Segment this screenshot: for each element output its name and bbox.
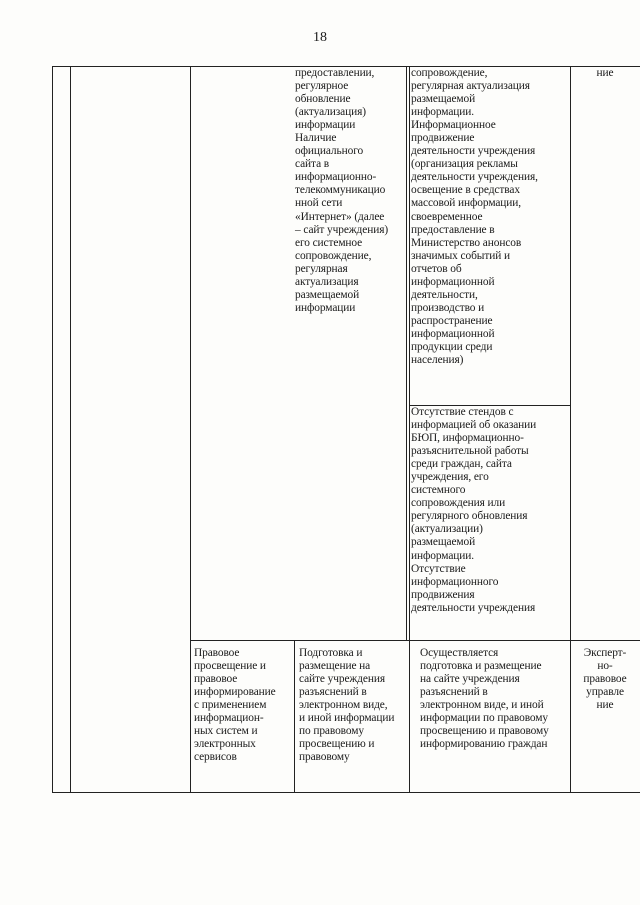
criteria-cell-top: предоставлении, регулярное обновление (актуализация) информации Наличие официального сайта в информационно- телекоммуникацио нной сети «Интернет» (далее – сайт учреждения) его системное сопровождение, регулярная актуализация размещаемой информации [295, 67, 389, 314]
column-divider-4b [409, 66, 410, 793]
criteria-cell-bottom: Подготовка и размещение на сайте учреждения разъяснений в электронном виде, и иной информации по правовому просвещению и правовому [299, 647, 395, 764]
column-divider-5 [570, 66, 571, 793]
column-divider-2 [190, 66, 191, 793]
table-left-border [52, 66, 53, 793]
method-cell-bottom: Эксперт- но- правовое управле ние [583, 647, 627, 712]
column-divider-1 [70, 66, 71, 793]
row-separator-2 [190, 640, 640, 641]
result-cell-middle: Отсутствие стендов с информацией об оказании БЮП, информационно- разъяснительной работы среди граждан, сайта учреждения, его системного сопровождения или регулярного обновления (актуализации) размещаемой информации. Отсутствие информационного продвижения деятельности учреждения [411, 406, 537, 614]
table-bottom-border [52, 792, 640, 793]
result-cell-top: сопровождение, регулярная актуализация размещаемой информации. Информационное продвижение деятельности учреждения (организация рекламы деятельности учреждения, освещение в средствах массовой информации, своевременное предоставление в Министерство анонсов значимых событий и отчетов об информационной деятельности, производство и распространение информационной продукции среди населения) [411, 67, 538, 367]
indicator-cell-bottom: Правовое просвещение и правовое информирование с применением информацион- ных систем и электронных сервисов [194, 647, 276, 764]
method-cell-top: ние [596, 67, 614, 79]
result-cell-bottom: Осуществляется подготовка и размещение на сайте учреждения разъяснений в электронном виде, и иной информации по правовому просвещению и правовому информированию граждан [420, 647, 549, 751]
page-number: 18 [313, 30, 327, 45]
column-divider-3 [294, 640, 295, 793]
column-divider-4a [406, 66, 407, 641]
